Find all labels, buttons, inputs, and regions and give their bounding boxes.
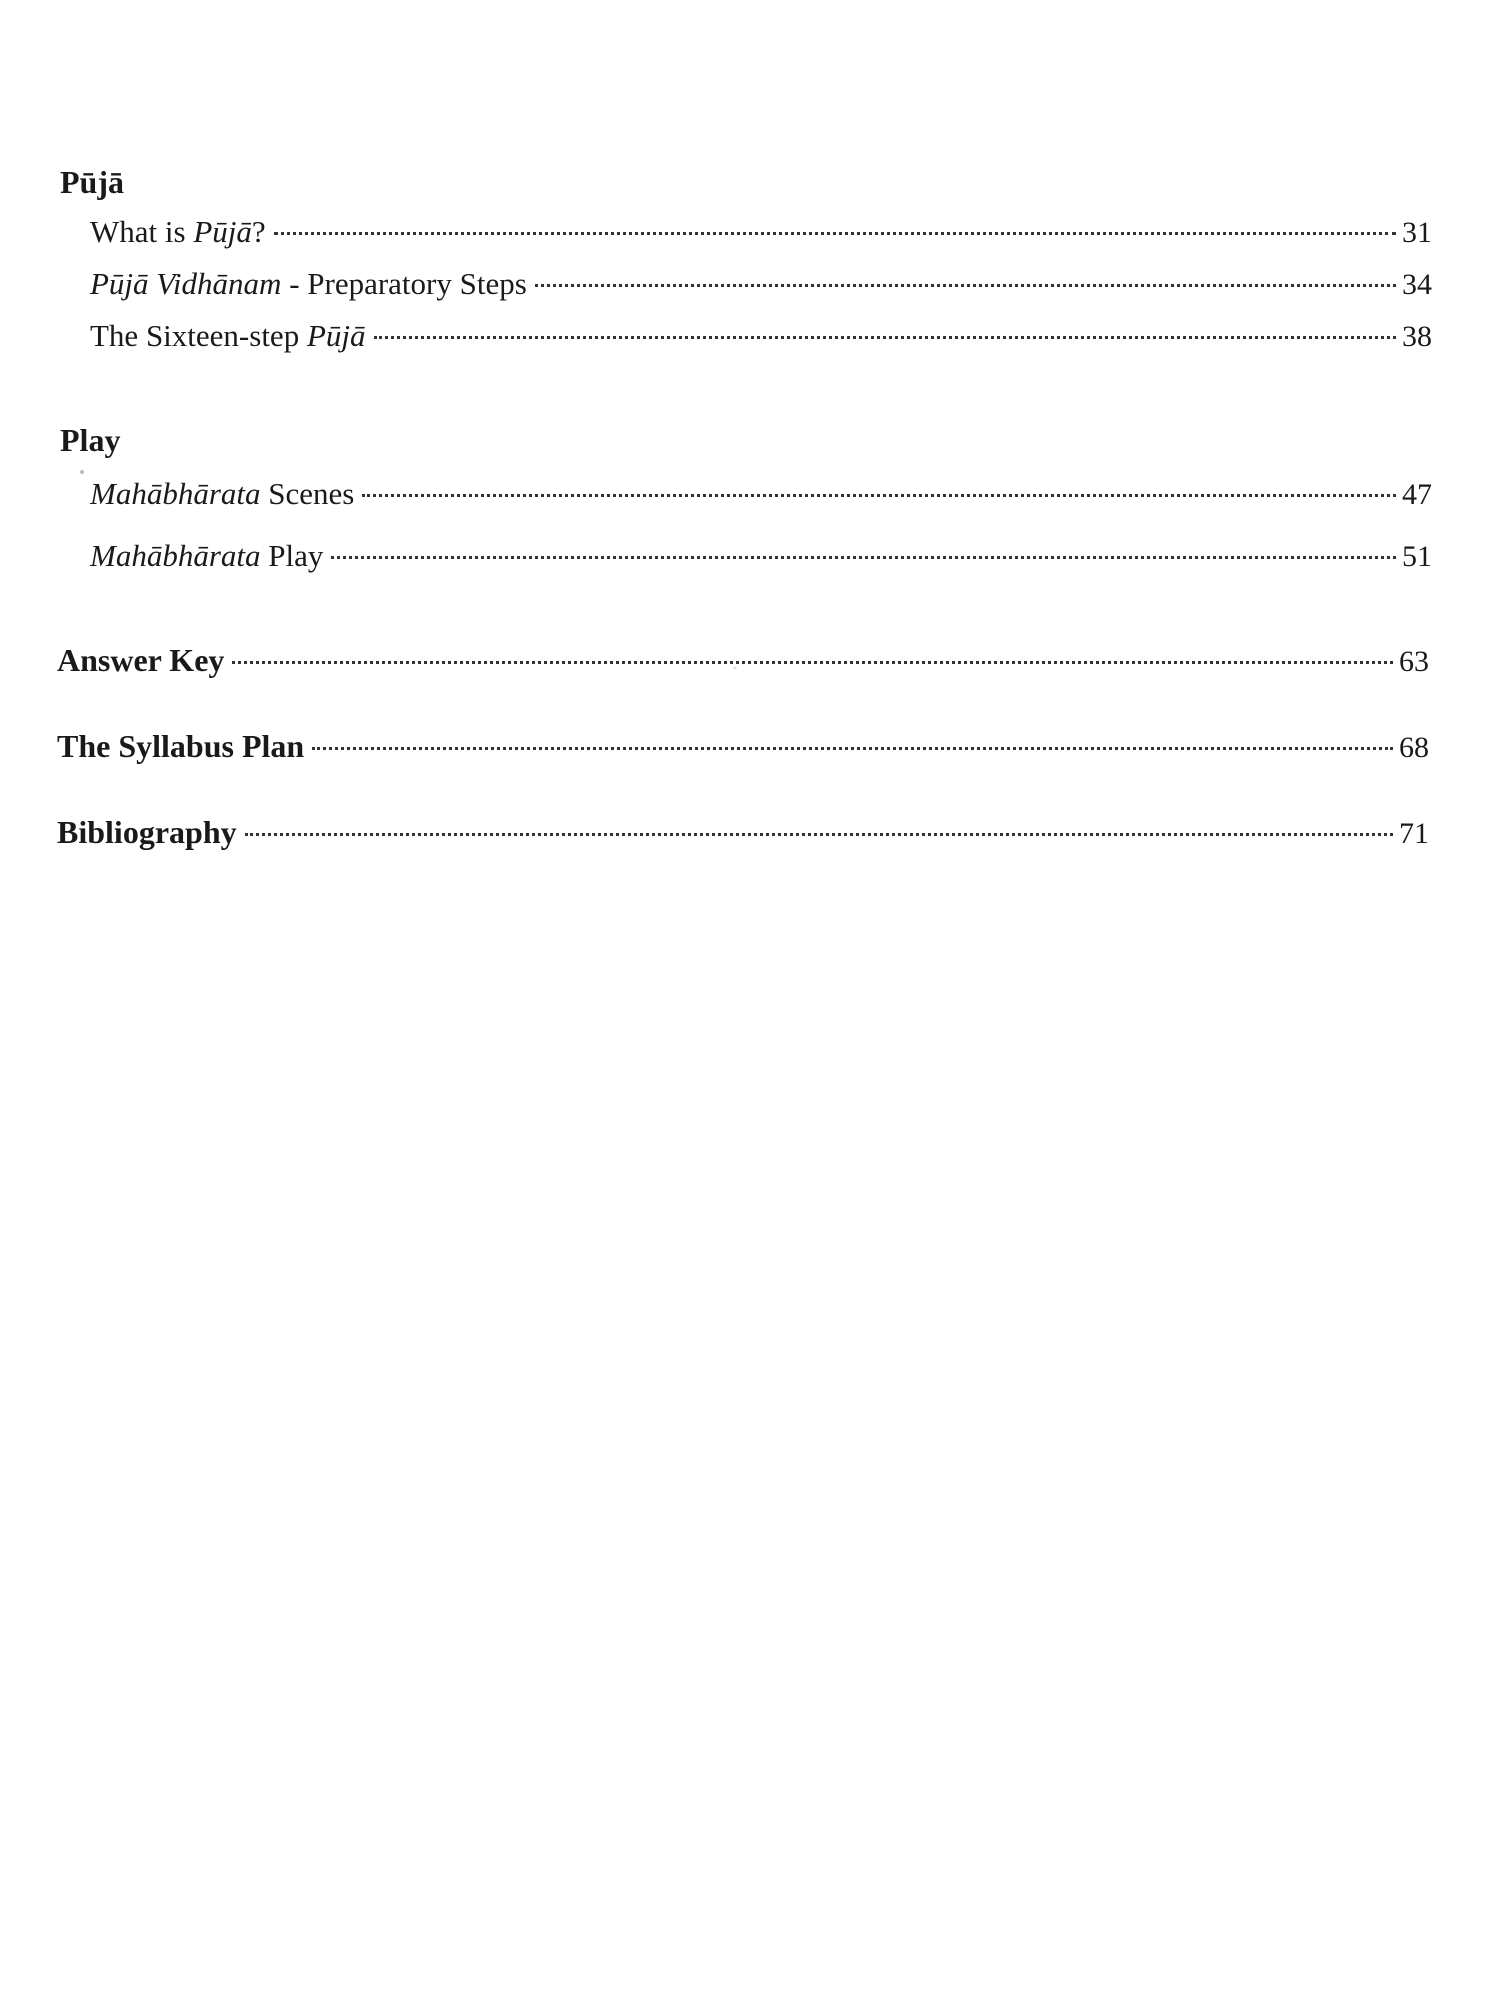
toc-entry-title: Pūjā Vidhānam - Preparatory Steps xyxy=(90,266,527,301)
dot-leader xyxy=(274,232,1396,235)
toc-entry-mahabharata-scenes[interactable] xyxy=(90,474,1432,515)
dot-leader xyxy=(362,494,1396,497)
toc-entry-title: Mahābhārata Play xyxy=(90,538,324,573)
dot-leader xyxy=(374,336,1396,339)
dot-leader xyxy=(535,284,1396,287)
toc-entry-syllabus-plan[interactable] xyxy=(57,726,1429,768)
toc-page-number: 51 xyxy=(1402,540,1432,573)
toc-page-number: 71 xyxy=(1399,817,1429,850)
toc-entry-answer-key[interactable] xyxy=(57,640,1429,682)
dot-leader xyxy=(232,661,1393,664)
toc-entry-title: Bibliography xyxy=(57,814,237,850)
toc-entry-title: The Sixteen-step Pūjā xyxy=(90,318,366,353)
toc-entry-title: Mahābhārata Scenes xyxy=(90,476,355,511)
toc-entry-sixteen-step-puja[interactable] xyxy=(90,316,1432,357)
toc-page-number: 38 xyxy=(1402,320,1432,353)
toc-entry-title: Answer Key xyxy=(57,642,225,678)
toc-entry-bibliography[interactable] xyxy=(57,812,1429,854)
section-heading-puja: Pūjā xyxy=(60,164,124,200)
toc-page-number: 34 xyxy=(1402,268,1432,301)
toc-entry-puja-vidhanam[interactable] xyxy=(90,264,1432,305)
toc-entry-title: What is Pūjā? xyxy=(90,214,266,249)
section-heading-play: Play xyxy=(60,422,121,458)
toc-page-number: 31 xyxy=(1402,216,1432,249)
scan-speck xyxy=(80,470,84,474)
toc-entry-title: The Syllabus Plan xyxy=(57,728,305,764)
dot-leader xyxy=(331,556,1396,559)
toc-entry-mahabharata-play[interactable] xyxy=(90,536,1432,577)
toc-entry-what-is-puja[interactable] xyxy=(90,212,1432,253)
dot-leader xyxy=(312,747,1393,750)
toc-page-number: 63 xyxy=(1399,645,1429,678)
dot-leader xyxy=(245,833,1393,836)
toc-page-number: 68 xyxy=(1399,731,1429,764)
toc-page-number: 47 xyxy=(1402,478,1432,511)
